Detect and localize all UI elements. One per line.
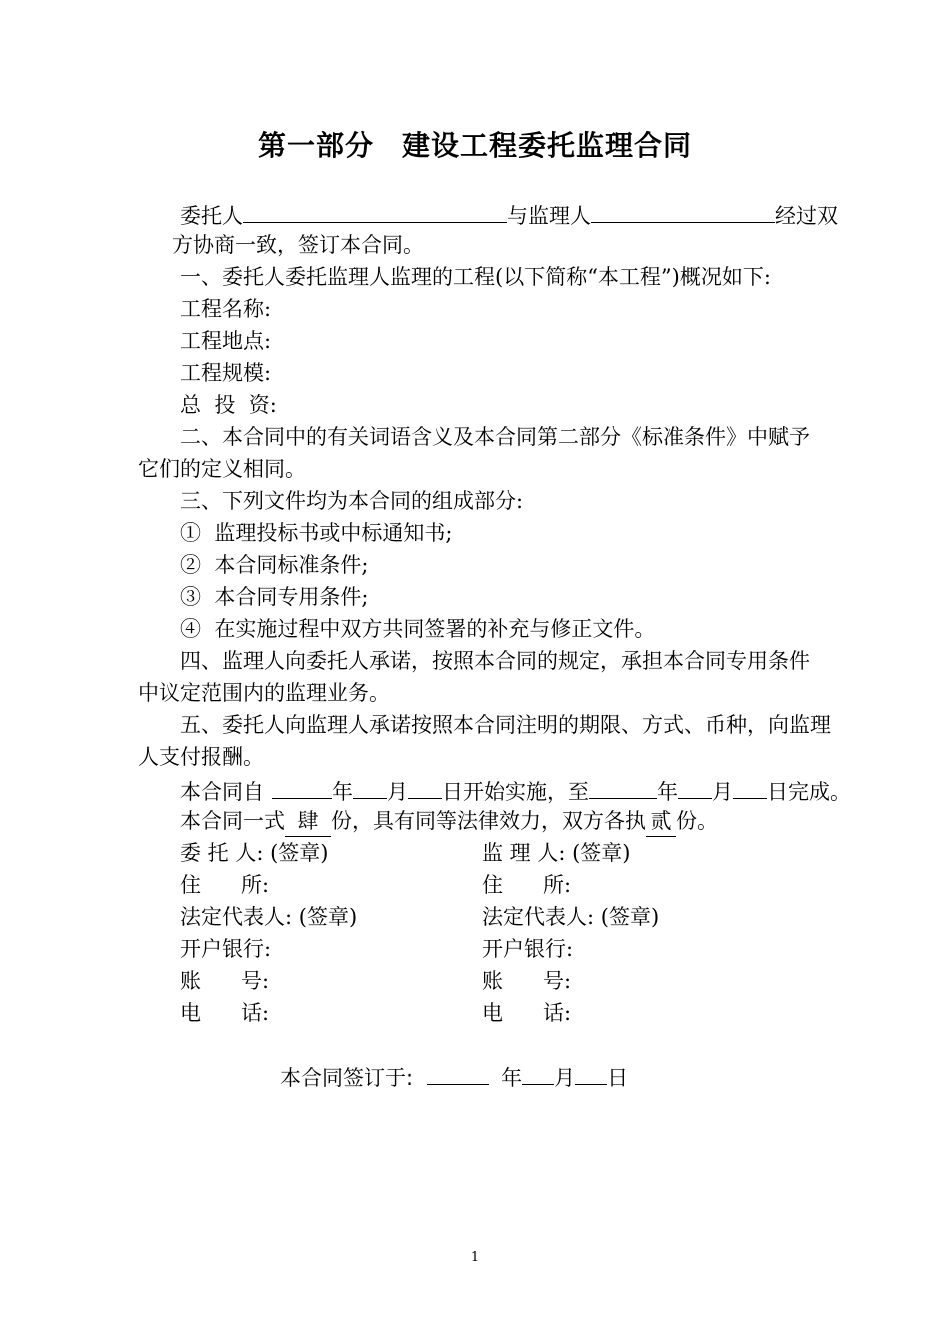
each-copies: 贰 [646, 806, 676, 837]
page-number: 1 [470, 1250, 480, 1265]
client-blank [243, 198, 507, 223]
section4-line2: 中议定范围内的监理业务。 [138, 681, 390, 705]
supervisor-bank: 开户银行: [482, 937, 574, 961]
end-year-blank [589, 774, 657, 799]
start-day-blank [408, 774, 442, 799]
project-name-label: 工程名称: [180, 297, 272, 321]
section4-line1: 四、监理人向委托人承诺，按照本合同的规定，承担本合同专用条件 [180, 649, 810, 673]
section5-line1: 五、委托人向监理人承诺按照本合同注明的期限、方式、币种，向监理 [180, 713, 831, 737]
page-title [0, 124, 950, 164]
signed-month-blank [522, 1060, 554, 1085]
end-month-blank [678, 774, 712, 799]
supervisor-label: 与监理人 [507, 204, 591, 228]
list-item: ③ 本合同专用条件; [180, 585, 369, 609]
supervisor-blank [591, 198, 775, 223]
client-address: 住 所: [180, 873, 270, 897]
supervisor-account: 账 号: [482, 969, 572, 993]
agree-end: 经过双 [775, 204, 838, 228]
project-location-label: 工程地点: [180, 329, 272, 353]
supervisor-phone: 电 话: [482, 1001, 572, 1025]
section3-heading: 三、下列文件均为本合同的组成部分: [180, 489, 524, 513]
investment-label: 总 投 资: [180, 393, 277, 417]
signed-year-blank [427, 1060, 489, 1085]
client-phone: 电 话: [180, 1001, 270, 1025]
title-name: 建设工程委托监理合同 [402, 129, 693, 162]
title-part: 第一部分 [257, 129, 374, 162]
client-bank: 开户银行: [180, 937, 272, 961]
start-year-blank [272, 774, 332, 799]
list-item: ① 监理投标书或中标通知书; [180, 521, 453, 545]
intro-cont: 方协商一致，签订本合同。 [172, 233, 424, 257]
section5-line2: 人支付报酬。 [138, 745, 264, 769]
client-sign: 委 托 人: (签章) [180, 841, 329, 865]
section2-line2: 它们的定义相同。 [138, 457, 306, 481]
term-line: 本合同自 年 月 日开始实施，至 年 月 日完成。 [180, 774, 851, 807]
section1-heading: 一、委托人委托监理人监理的工程(以下简称“本工程”)概况如下: [180, 265, 771, 289]
copies-line: 本合同一式 肆 份，具有同等法律效力，双方各执 贰 份。 [180, 806, 718, 837]
intro-line [180, 198, 838, 231]
list-item: ④ 在实施过程中双方共同签署的补充与修正文件。 [180, 617, 656, 641]
supervisor-address: 住 所: [482, 873, 572, 897]
client-account: 账 号: [180, 969, 270, 993]
supervisor-rep: 法定代表人: (签章) [482, 905, 660, 929]
client-rep: 法定代表人: (签章) [180, 905, 358, 929]
project-scale-label: 工程规模: [180, 361, 272, 385]
client-label: 委托人 [180, 204, 243, 228]
end-day-blank [733, 774, 767, 799]
signed-date: 本合同签订于: 年 月 日 [280, 1060, 628, 1093]
total-copies: 肆 [285, 806, 331, 837]
signed-day-blank [575, 1060, 607, 1085]
start-month-blank [353, 774, 387, 799]
list-item: ② 本合同标准条件; [180, 553, 369, 577]
section2-line1: 二、本合同中的有关词语含义及本合同第二部分《标准条件》中赋予 [180, 425, 810, 449]
supervisor-sign: 监 理 人: (签章) [482, 841, 631, 865]
